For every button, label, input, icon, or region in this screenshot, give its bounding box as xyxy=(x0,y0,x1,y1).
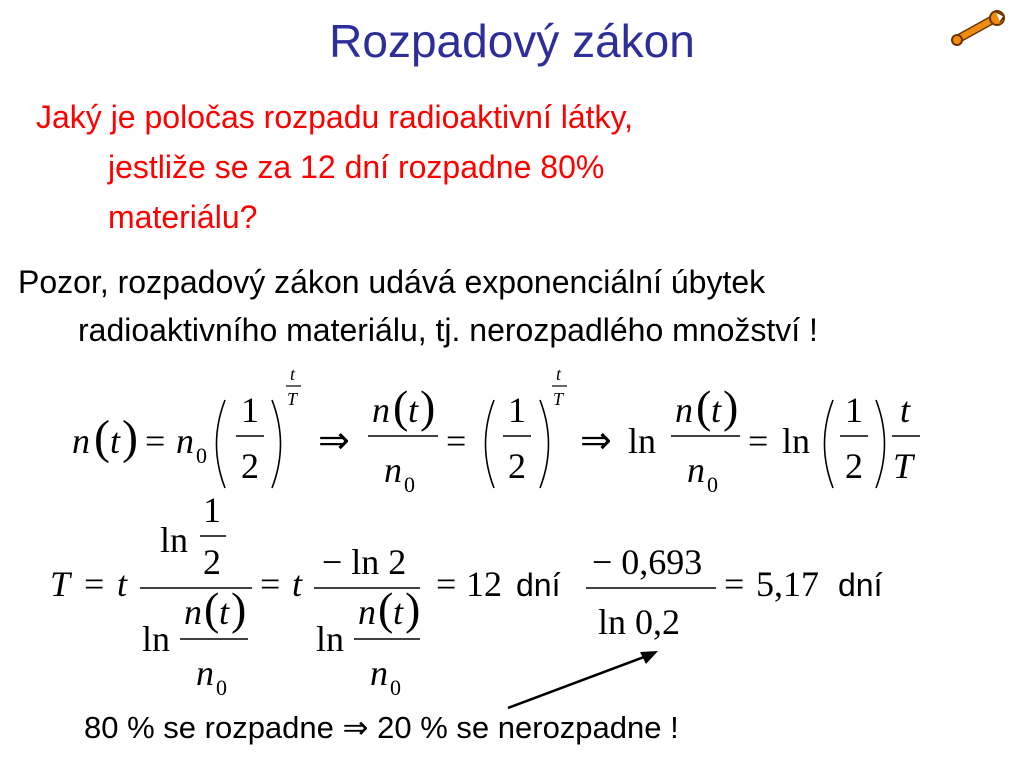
math-unit-1: dní xyxy=(516,567,561,603)
math-ln-1: ln xyxy=(628,421,657,461)
math-eq-1: = xyxy=(145,421,166,461)
question-line-2: jestliže se za 12 dní rozpadne 80% xyxy=(108,149,605,185)
math-t-5: t xyxy=(219,592,230,632)
math-two-4: 2 xyxy=(203,542,221,582)
svg-text:(: ( xyxy=(393,381,409,432)
math-t-3: t xyxy=(711,390,722,430)
wrench-icon[interactable] xyxy=(950,10,1010,57)
math-num2: − 0,693 xyxy=(592,542,703,582)
math-sub0-3: 0 xyxy=(707,472,718,497)
math-n: n xyxy=(72,421,90,461)
math-n0-3: n xyxy=(687,450,705,490)
math-one-1: 1 xyxy=(241,390,259,430)
math-ln-3: ln xyxy=(160,520,189,560)
bottom-left-text: 80 % se rozpadne xyxy=(84,710,334,745)
svg-text:): ) xyxy=(420,381,436,432)
math-n0: n xyxy=(176,421,194,461)
math-one-2: 1 xyxy=(508,390,526,430)
math-implies-1: ⇒ xyxy=(318,420,350,462)
math-sub0-2: 0 xyxy=(404,472,415,497)
formula-block xyxy=(0,360,1024,710)
question-text xyxy=(36,92,926,242)
math-den2: ln 0,2 xyxy=(598,602,681,642)
question-line-3: materiálu? xyxy=(108,199,258,235)
math-n-2: n xyxy=(372,390,390,430)
math-ln-2: ln xyxy=(782,421,811,461)
math-t-6: t xyxy=(393,592,404,632)
math-unit-2: dní xyxy=(838,567,883,603)
math-n-6: n xyxy=(358,592,376,632)
math-eq-3: = xyxy=(748,421,769,461)
math-t-4: t xyxy=(900,390,911,430)
bottom-right-text: 20 % se nerozpadne ! xyxy=(377,710,679,745)
math-one-4: 1 xyxy=(203,490,221,530)
math-eq-6: = xyxy=(436,564,457,604)
math-t: t xyxy=(110,421,121,461)
question-line-1: Jaký je poločas rozpadu radioaktivní látky, xyxy=(36,99,634,135)
svg-text:): ) xyxy=(231,583,247,634)
note-line-2: radioaktivního materiálu, tj. nerozpadlého množství ! xyxy=(78,312,818,348)
math-sub0-6: 0 xyxy=(390,675,401,700)
math-sub0: 0 xyxy=(196,443,207,468)
math-sub0-5: 0 xyxy=(216,675,227,700)
math-n0-5: n xyxy=(196,653,214,693)
math-one-3: 1 xyxy=(845,390,863,430)
math-eq-7: = xyxy=(724,564,745,604)
math-T-row2: T xyxy=(50,564,71,604)
math-result: 5,17 xyxy=(756,564,819,604)
math-num1: − ln 2 xyxy=(322,542,407,582)
svg-text:(: ( xyxy=(204,583,220,634)
math-two-1: 2 xyxy=(241,446,259,486)
svg-text:): ) xyxy=(723,381,739,432)
svg-text:): ) xyxy=(122,411,138,464)
math-ln-4: ln xyxy=(142,619,171,659)
math-t-row2: t xyxy=(117,564,128,604)
pointer-arrow xyxy=(508,651,658,708)
math-T-4: T xyxy=(893,446,914,486)
math-n0-6: n xyxy=(370,653,388,693)
math-eq-5: = xyxy=(260,564,281,604)
math-n-3: n xyxy=(675,390,693,430)
math-two-2: 2 xyxy=(508,446,526,486)
bottom-statement xyxy=(84,710,679,746)
math-two-3: 2 xyxy=(845,446,863,486)
svg-text:(: ( xyxy=(378,583,394,634)
math-exp-t-1: t xyxy=(290,364,296,384)
math-n0-2: n xyxy=(384,450,402,490)
svg-text:(: ( xyxy=(696,381,712,432)
math-exp-t-2: t xyxy=(556,364,562,384)
math-n-5: n xyxy=(184,592,202,632)
math-twelve: 12 xyxy=(466,564,502,604)
note-text xyxy=(18,258,1018,354)
math-ln-5: ln xyxy=(316,619,345,659)
math-exp-T-2: T xyxy=(553,389,564,409)
svg-text:): ) xyxy=(405,583,421,634)
slide-title: Rozpadový zákon xyxy=(329,15,695,67)
math-t-2: t xyxy=(408,390,419,430)
math-eq-2: = xyxy=(446,421,467,461)
math-t-row2b: t xyxy=(292,564,303,604)
math-eq-4: = xyxy=(84,564,105,604)
math-implies-2: ⇒ xyxy=(580,420,612,462)
note-line-1: Pozor, rozpadový zákon udává exponenciální úbytek xyxy=(18,264,766,300)
math-exp-T-1: T xyxy=(287,389,298,409)
svg-text:(: ( xyxy=(94,411,110,464)
implies-icon: ⇒ xyxy=(342,710,369,745)
